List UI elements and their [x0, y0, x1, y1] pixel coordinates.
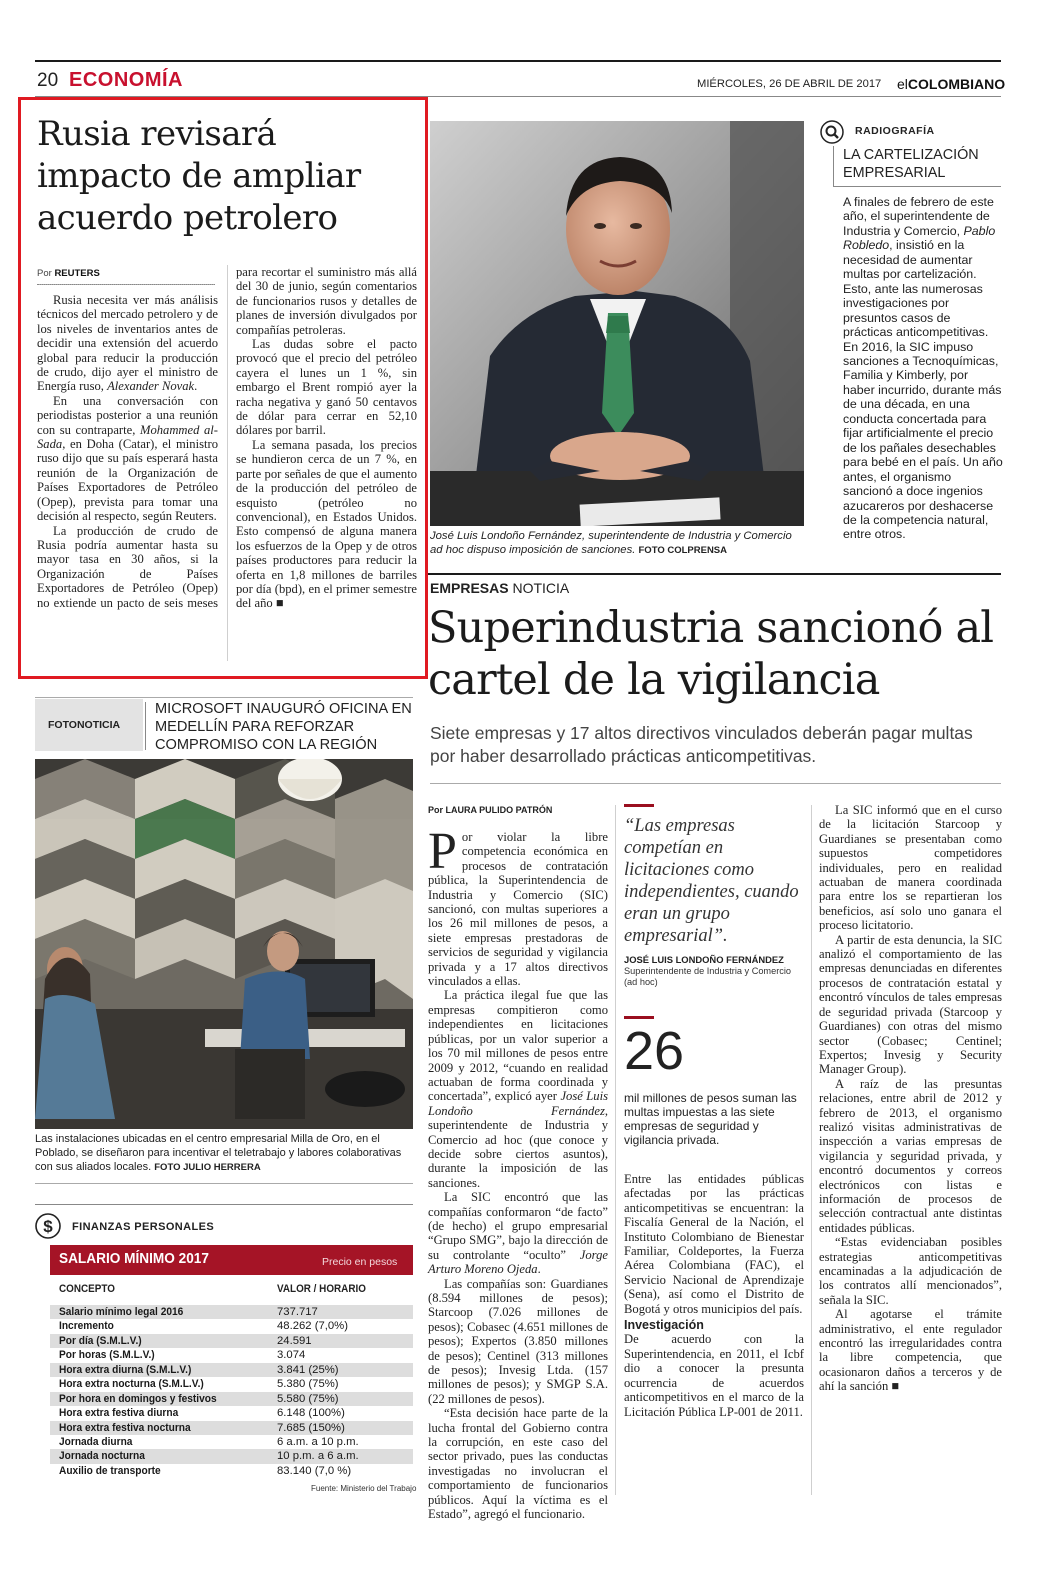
table-cell-valor: 737.717: [277, 1306, 318, 1318]
photo-caption: José Luis Londoño Fernández, superintendente de Industria y Comercio ad hoc dispuso imposición de sanciones. FOTO COLPRENSA: [430, 530, 792, 556]
quote-accent-bar: [624, 804, 654, 807]
column-header-valor: VALOR / HORARIO: [277, 1283, 366, 1295]
table-unit: Precio en pesos: [322, 1256, 398, 1268]
subhead-investigacion: Investigación: [624, 1318, 704, 1333]
column-divider: [811, 805, 812, 1495]
quote-author: JOSÉ LUIS LONDOÑO FERNÁNDEZ: [624, 954, 784, 965]
fotonoticia-bottom-rule: [35, 1183, 413, 1184]
table-cell-valor: 10 p.m. a 6 a.m.: [277, 1450, 359, 1463]
radiografia-rule: [833, 186, 1001, 187]
fotonoticia-divider: [145, 702, 146, 750]
column-header-concepto: CONCEPTO: [59, 1283, 115, 1295]
table-title: SALARIO MÍNIMO 2017: [59, 1251, 209, 1267]
pull-quote: “Las empresas competían en licitaciones como independientes, cuando eran un grupo empresarial”.: [624, 816, 799, 946]
table-cell-concepto: Hora extra nocturna (S.M.L.V.): [59, 1378, 204, 1391]
article-kicker: EMPRESAS NOTICIA: [430, 580, 570, 596]
table-cell-valor: 7.685 (150%): [277, 1421, 345, 1434]
magnifier-icon: [820, 120, 844, 144]
radiografia-body: A finales de febrero de este año, el superintendente de Industria y Comercio, Pablo Robledo, insistió en la necesidad de aumentar multas por cartelización. Esto, ante las numerosas investigaciones por presuntos casos de prácticas anticompetitivas. En 2016, la SIC impuso sanciones a Tecnoquímicas, Familia y Kimberly, por haber incurrido, durante más de una década, en una conducta concertada para fijar artificialmente el precio de los pañales desechables para bebé en el país. Un año antes, el organismo sancionó a doce ingenios azucareros por deshacerse de la competencia natural, entre otros.: [843, 195, 1003, 542]
masthead-prefix: el: [897, 76, 908, 92]
article-column-1: [428, 823, 609, 1522]
table-cell-concepto: Por horas (S.M.L.V.): [59, 1349, 155, 1362]
column-divider: [615, 805, 616, 1495]
superintendent-photo: [430, 121, 804, 526]
table-cell-concepto: Hora extra diurna (S.M.L.V.): [59, 1363, 192, 1376]
table-cell-concepto: Incremento: [59, 1320, 114, 1333]
end-mark: ■: [891, 1379, 900, 1394]
sup-paragraph-12: Al agotarse el trámite administrativo, el ente regulador encontró las irregularidades contra la libre competencia, que ocasionaron daños a terceros y de ahí la sanción ■: [819, 1307, 1002, 1394]
end-mark: ■: [275, 596, 284, 611]
article-column-2: [624, 1172, 804, 1498]
salary-table: [50, 1305, 413, 1478]
page-date: MIÉRCOLES, 26 DE ABRIL DE 2017: [697, 78, 882, 90]
sup-paragraph-4: Las compañías son: Guardianes (8.594 millones de pesos); Starcoop (7.026 millones de pesos); Cobasec (4.651 millones de pesos); Expertos (3.850 millones de pesos); Centinel (313 millones de pesos); Invesig Ltda. (157 millones de pesos); y SMGP S.A. (22 millones de pesos).: [428, 1276, 608, 1406]
photo-credit: FOTO COLPRENSA: [638, 545, 727, 556]
table-row: [50, 1435, 413, 1449]
table-row: [50, 1319, 413, 1333]
table-cell-valor: 83.140 (7,0 %): [277, 1464, 352, 1477]
sup-paragraph-1: Por violar la libre competencia económica en procesos de contratación pública, la Superintendencia de Industria y Comercio (SIC) sancionó, con multas superiores a los 26 mil millones de pesos, a siete empresas prestadoras de servicios de seguridad y vigilancia privada y a 17 altos directivos vinculados a ellas.: [428, 823, 608, 989]
table-cell-valor: 5.580 (75%): [277, 1392, 339, 1405]
table-source: Fuente: Ministerio del Trabajo: [311, 1484, 417, 1493]
radiografia-kicker: RADIOGRAFÍA: [855, 125, 935, 137]
rusia-paragraph-4: Las dudas sobre el pacto provocó que el precio del petróleo cayera el lunes un 1 %, sin embargo el Brent rompió ayer la racha negativa y ganó 50 centavos de dólar para cerrar en 52,10 dólares por barril.: [236, 337, 417, 438]
table-row: [50, 1334, 413, 1348]
table-cell-valor: 6.148 (100%): [277, 1407, 345, 1420]
table-cell-concepto: Auxilio de transporte: [59, 1464, 161, 1477]
table-cell-valor: 6 a.m. a 10 p.m.: [277, 1435, 359, 1448]
stat-value: 26: [624, 1021, 685, 1081]
table-row: [50, 1363, 413, 1377]
fotonoticia-rule: [35, 697, 413, 698]
table-cell-valor: 5.380 (75%): [277, 1378, 339, 1391]
fotonoticia-label: FOTONOTICIA: [48, 719, 121, 731]
table-row: [50, 1305, 413, 1319]
stat-description: mil millones de pesos suman las multas impuestas a las siete empresas de seguridad y vigilancia privada.: [624, 1091, 797, 1147]
rusia-byline: Por REUTERS: [37, 268, 100, 279]
article-deck: Siete empresas y 17 altos directivos vinculados deberán pagar multas por haber desarrollado prácticas anticompetitivas.: [430, 723, 973, 766]
table-cell-concepto: Por día (S.M.L.V.): [59, 1334, 142, 1347]
sup-paragraph-2: La práctica ilegal fue que las empresas compitieron como independientes en licitaciones públicas, por un valor superior a los 70 mil millones de pesos entre 2009 y 2012, “cuando en realidad actuaban de forma coordinada y concertada”, explicó ayer José Luis Londoño Fernández, superintendente de Industria y Comercio ad hoc (que conoce y decide sobre ciertos asuntos), durante la imposición de las sanciones.: [428, 988, 609, 1190]
table-cell-concepto: Hora extra festiva nocturna: [59, 1421, 191, 1434]
radiografia-divider: [833, 146, 834, 186]
top-rule: [35, 60, 1001, 62]
quote-role: Superintendente de Industria y Comercio (ad hoc): [624, 966, 792, 987]
table-cell-valor: 3.074: [277, 1349, 306, 1362]
svg-text:$: $: [43, 1217, 53, 1236]
byline-rule: [37, 284, 215, 285]
rusia-headline: Rusia revisará impacto de ampliar acuerdo petrolero: [37, 114, 361, 238]
dollar-icon: [35, 1213, 61, 1239]
article-column-3: [819, 803, 1002, 1500]
table-row: [50, 1348, 413, 1362]
rusia-paragraph-5: La semana pasada, los precios se hundieron cerca de un 7 %, en parte por señales de que el aumento de la producción del petróleo de esquisto (petróleo no convencional), en Estados Unidos. Esto compensó de alguna manera los esfuerzos de la Opep y de otros países productores para reducir la oferta en 1,8 millones de barriles por día (bpd), en el primer semestre del año ■: [236, 437, 417, 611]
table-cell-concepto: Hora extra festiva diurna: [59, 1407, 179, 1420]
sup-paragraph-3: La SIC encontró que las compañías conformaron “de facto” (de hecho) el grupo empresarial “Grupo SMG”, bajo la dirección de su controlante “oculto” Jorge Arturo Moreno Ojeda.: [428, 1190, 608, 1277]
rusia-paragraph-2: En una conversación con periodistas posterior a una reunión con su contraparte, Mohammed al-Sada, en Doha (Catar), el ministro ruso dijo que su país esperará hasta reunión de la Organización de Países Exportadores de Petróleo (Opep), prevista para tomar una decisión al respecto, según Reuters.: [37, 393, 218, 524]
sup-paragraph-5: “Esta decisión hace parte de la lucha frontal del Gobierno contra la corrupción, en este caso del sector privado, pues las conductas investigadas no involucran el comportamiento de funcionarios públicos. Aquí la víctima es el Estado”, agregó el funcionario.: [428, 1406, 608, 1522]
newspaper-masthead: [897, 76, 1005, 92]
table-cell-valor: 3.841 (25%): [277, 1363, 339, 1376]
finanzas-rule: [35, 1204, 413, 1205]
table-cell-valor: 24.591: [277, 1334, 312, 1347]
sup-paragraph-6: Entre las entidades públicas afectadas por las prácticas anticompetitivas se encuentran: la Fiscalía General de la Nación, el Instituto Colombiano de Bienestar Familiar, Coldeportes, la Fuerza Aérea Colombiana (FAC), el Servicio Nacional de Aprendizaje (Sena), así como el Distrito de Bogotá y otros municipios del país.: [624, 1172, 804, 1316]
section-name: ECONOMÍA: [69, 69, 183, 91]
superindustria-byline: Por LAURA PULIDO PATRÓN: [428, 805, 553, 815]
table-cell-valor: 48.262 (7,0%): [277, 1320, 348, 1333]
sup-paragraph-11: “Estas evidenciaban posibles estrategias anticompetitivas encaminadas a la adjudicación de los contratos allí mencionados”, señala la SIC.: [819, 1235, 1002, 1307]
table-row: [50, 1392, 413, 1406]
office-photo: [35, 759, 413, 1129]
masthead-name: COLOMBIANO: [907, 76, 1006, 92]
radiografia-title: LA CARTELIZACIÓN EMPRESARIAL: [843, 147, 979, 181]
rusia-paragraph-1: Rusia necesita ver más análisis técnicos del mercado petrolero y de los niveles de inventarios antes de decidir una extensión del acuerdo global para reducir la producción de crudo, dijo ayer el ministro de Energía ruso, Alexander Novak.: [37, 293, 218, 394]
table-cell-concepto: Jornada diurna: [59, 1435, 133, 1448]
fotonoticia-title: MICROSOFT INAUGURÓ OFICINA EN MEDELLÍN PARA REFORZAR COMPROMISO CON LA REGIÓN: [155, 701, 412, 753]
table-row: [50, 1421, 413, 1435]
rusia-article-body: [37, 265, 417, 661]
table-row: [50, 1449, 413, 1463]
stat-accent-bar: [624, 1016, 654, 1019]
photo-credit: FOTO JULIO HERRERA: [154, 1162, 261, 1173]
finanzas-kicker: FINANZAS PERSONALES: [72, 1221, 215, 1233]
page-number: 20: [37, 70, 59, 91]
table-cell-concepto: Por hora en domingos y festivos: [59, 1392, 217, 1405]
table-row: [50, 1406, 413, 1420]
sup-paragraph-8: La SIC informó que en el curso de la licitación Starcoop y Guardianes se presentaban como supuestos competidores individuales, pero en realidad actuaban de manera coordinada para entre los se repartieran los beneficios, así solo uno ganara el proceso licitatorio.: [819, 803, 1002, 933]
sup-paragraph-9: A partir de esta denuncia, la SIC analizó el comportamiento de las empresas denunciadas en diferentes procesos de contratación estatal y encontró vínculos de tales empresas de seguridad privada (Starcoop y Guardianes) con otras del mismo sector (Cobasec; Centinel; Expertos; Invesig y Security Manager Group).: [819, 932, 1002, 1077]
fotonoticia-caption: Las instalaciones ubicadas en el centro empresarial Milla de Oro, en el Poblado, se diseñaron para incentivar el teletrabajo y labores colaborativas con sus aliados locales. FOTO JULIO HERRERA: [35, 1133, 402, 1173]
sup-paragraph-10: A raíz de las presuntas relaciones, entre abril de 2012 y febrero de 2013, el organismo realizó visitas administrativas de inspección a varias empresas de vigilancia y seguridad privada, y encontró documentos y correos electrónicos con listas e información de procesos de selección contractual ante distintas entidades públicas.: [819, 1076, 1002, 1235]
rusia-paragraph-3: La producción de crudo de Rusia podría aumentar hasta su mayor tasa en 30 años, si la Organización de Países Exportadores de Petróleo (Opep) no extiende un pacto de seis meses para recortar el suministro más allá del 30 de junio, según comentarios de funcionarios rusos y detalles de planes de inversión divulgados por compañías petroleras.: [37, 265, 417, 610]
article-top-rule: [428, 573, 1001, 575]
drop-cap: P: [428, 823, 457, 880]
table-cell-concepto: Salario mínimo legal 2016: [59, 1306, 184, 1318]
superindustria-headline: Superindustria sancionó al cartel de la vigilancia: [428, 603, 994, 705]
table-cell-concepto: Jornada nocturna: [59, 1450, 145, 1463]
deck-rule: [430, 783, 1001, 784]
table-row: [50, 1377, 413, 1391]
sup-paragraph-7: De acuerdo con la Superintendencia, en 2011, el Icbf dio a conocer la presunta ocurrencia de acuerdos anticompetitivos en el marco de la Licitación Pública LP-001 de 2011.: [624, 1332, 804, 1419]
table-row: [50, 1464, 413, 1478]
